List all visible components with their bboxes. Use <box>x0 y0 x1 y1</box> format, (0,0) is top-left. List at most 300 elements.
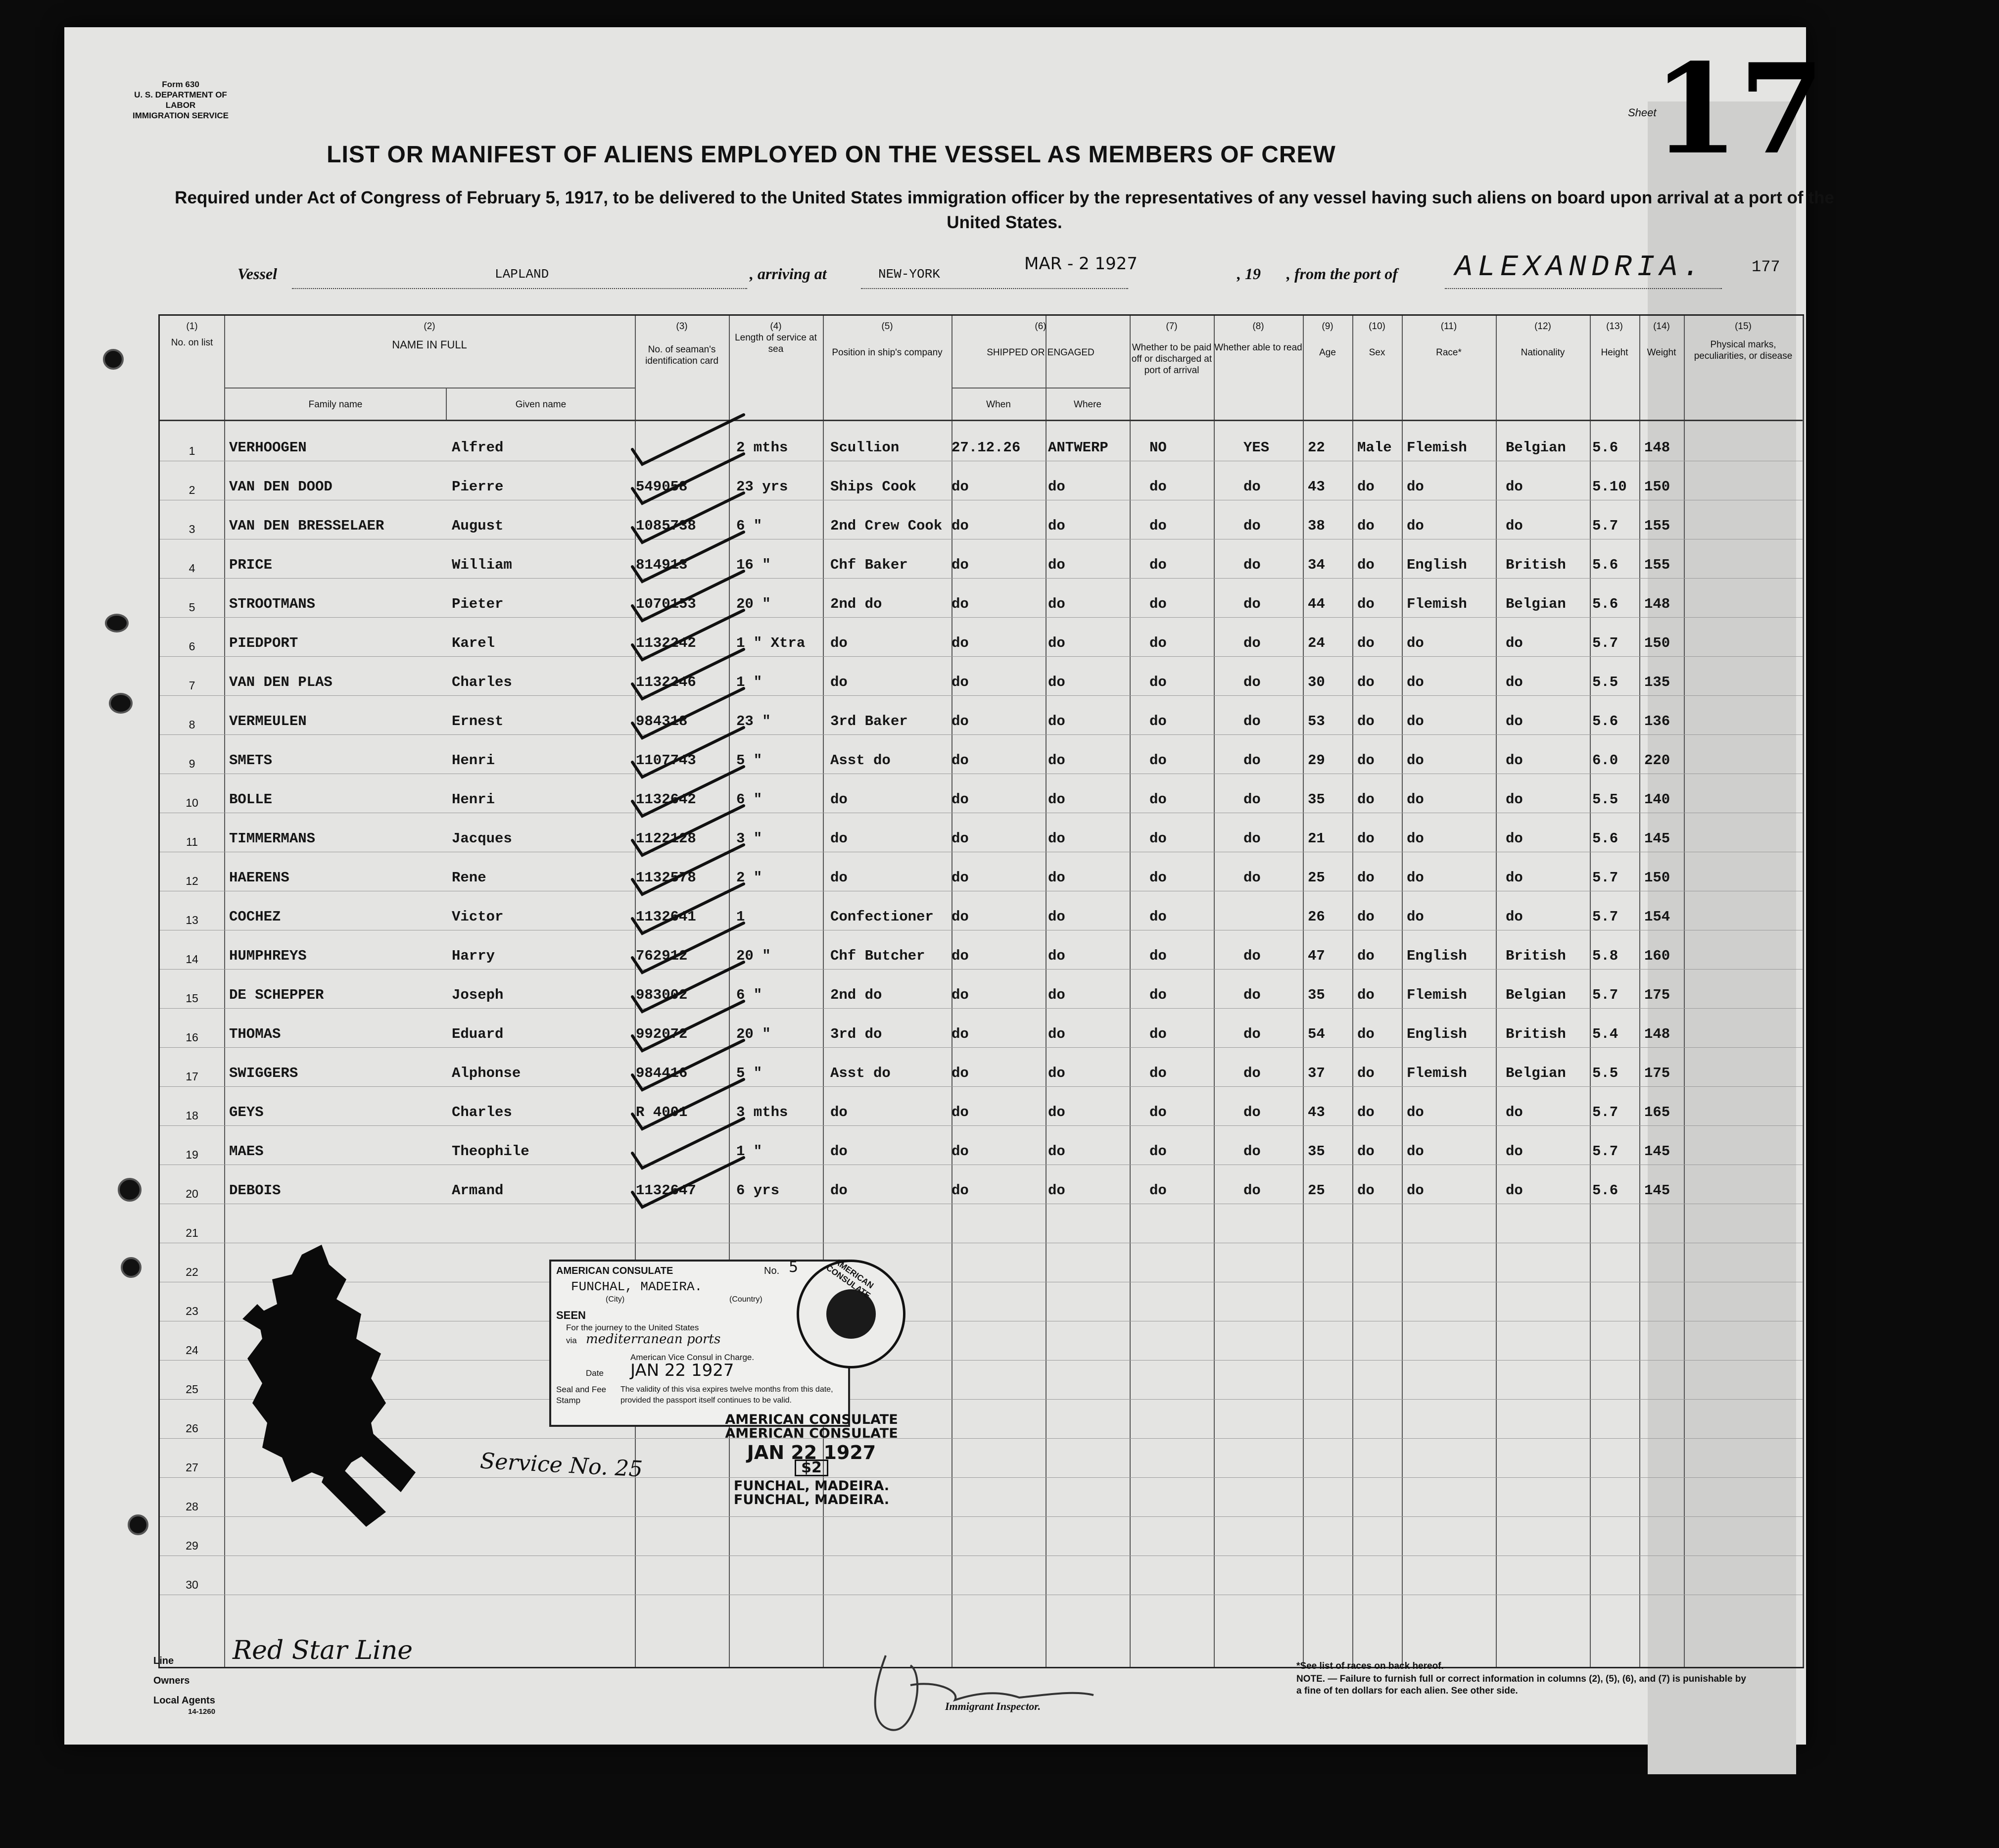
binder-hole <box>121 1257 142 1278</box>
weight-cell: 155 <box>1644 557 1670 573</box>
position-cell: Asst do <box>830 1065 891 1081</box>
shipped-when-cell: do <box>952 557 969 573</box>
arriving-label: , arriving at <box>750 265 827 283</box>
col-2-header: (2) NAME IN FULL <box>392 321 467 351</box>
binder-hole <box>103 349 124 370</box>
shipped-when-cell: do <box>952 987 969 1003</box>
col-6-header: (6) SHIPPED OR ENGAGED <box>987 321 1095 358</box>
able-to-read-cell: do <box>1243 987 1261 1003</box>
stamp-no-value: 5 <box>789 1259 799 1276</box>
shipped-where-cell: do <box>1048 1065 1065 1081</box>
shipped-where-cell: do <box>1048 1182 1065 1199</box>
service-length-cell: 2 " <box>736 870 762 886</box>
nationality-cell: do <box>1506 909 1523 925</box>
paid-off-cell: do <box>1149 713 1167 729</box>
row-number: 16 <box>186 1031 198 1044</box>
row-number: 11 <box>186 835 198 848</box>
family-name-cell: SMETS <box>229 752 273 769</box>
service-length-cell: 20 " <box>736 1026 771 1042</box>
weight-cell: 148 <box>1644 1026 1670 1042</box>
height-cell: 5.4 <box>1592 1026 1618 1042</box>
weight-cell: 136 <box>1644 713 1670 729</box>
able-to-read-cell: do <box>1243 596 1261 612</box>
age-cell: 38 <box>1308 518 1325 534</box>
inspector-signature <box>797 1646 1143 1745</box>
binder-hole <box>118 1178 142 1202</box>
position-cell: 2nd do <box>830 596 882 612</box>
col-11-header: (11) Race* <box>1436 321 1462 358</box>
service-length-cell: 23 yrs <box>736 479 788 495</box>
paid-off-cell: do <box>1149 1143 1167 1160</box>
weight-cell: 155 <box>1644 518 1670 534</box>
given-name-cell: Charles <box>452 674 512 690</box>
col-12-header: (12) Nationality <box>1521 321 1565 358</box>
service-length-cell: 23 " <box>736 713 771 729</box>
row-number: 25 <box>186 1383 198 1396</box>
stamp-no-label: No. <box>764 1265 780 1276</box>
age-cell: 25 <box>1308 1182 1325 1199</box>
height-cell: 5.5 <box>1592 1065 1618 1081</box>
able-to-read-cell: do <box>1243 635 1261 651</box>
row-number: 26 <box>186 1422 198 1435</box>
shipped-when-cell: do <box>952 948 969 964</box>
id-card-cell: 1132641 <box>636 909 696 925</box>
service-length-cell: 6 yrs <box>736 1182 780 1199</box>
position-cell: do <box>830 870 848 886</box>
id-card-cell: 1107743 <box>636 752 696 769</box>
paid-off-cell: do <box>1149 479 1167 495</box>
col-4-header: (4) Length of service at sea <box>735 321 817 354</box>
paid-off-cell: do <box>1149 791 1167 808</box>
local-agents-label: Local Agents <box>153 1695 215 1706</box>
nationality-cell: Belgian <box>1506 987 1566 1003</box>
given-name-cell: Rene <box>452 870 486 886</box>
height-cell: 5.8 <box>1592 948 1618 964</box>
round-consular-seal <box>797 1257 905 1368</box>
position-cell: Confectioner <box>830 909 934 925</box>
family-name-cell: HUMPHREYS <box>229 948 307 964</box>
id-card-cell: 1132642 <box>636 791 696 808</box>
stamp-date-label: Date <box>586 1368 604 1378</box>
weight-cell: 154 <box>1644 909 1670 925</box>
position-cell: Scullion <box>830 439 900 456</box>
id-card-cell: 1122128 <box>636 830 696 847</box>
able-to-read-cell: do <box>1243 791 1261 808</box>
races-note: *See list of races on back hereof. <box>1296 1661 1444 1671</box>
height-cell: 5.7 <box>1592 1143 1618 1160</box>
given-name-cell: Joseph <box>452 987 504 1003</box>
age-cell: 35 <box>1308 791 1325 808</box>
service-length-cell: 20 " <box>736 596 771 612</box>
given-name-cell: Pieter <box>452 596 504 612</box>
stamp-country-label: (Country) <box>729 1295 762 1304</box>
service-length-cell: 5 " <box>736 1065 762 1081</box>
family-name-cell: VERMEULEN <box>229 713 307 729</box>
family-name-cell: PRICE <box>229 557 273 573</box>
paid-off-cell: do <box>1149 635 1167 651</box>
service-length-cell: 16 " <box>736 557 771 573</box>
race-cell: Flemish <box>1407 596 1467 612</box>
department-name: U. S. DEPARTMENT OF LABOR <box>134 90 227 110</box>
col-15-header: (15) Physical marks, peculiarities, or disease <box>1694 321 1793 361</box>
shipped-where-cell: do <box>1048 987 1065 1003</box>
height-cell: 5.5 <box>1592 674 1618 690</box>
age-cell: 22 <box>1308 439 1325 456</box>
id-card-cell: 1132647 <box>636 1182 696 1199</box>
departure-port: ALEXANDRIA. <box>1455 251 1706 285</box>
family-name-cell: DE SCHEPPER <box>229 987 324 1003</box>
sex-cell: Male <box>1357 439 1392 456</box>
owners-label: Owners <box>153 1675 190 1686</box>
paid-off-cell: do <box>1149 987 1167 1003</box>
col-7-header: (7) Whether to be paid off or discharged at port of arrival <box>1131 321 1212 376</box>
weight-cell: 160 <box>1644 948 1670 964</box>
nationality-cell: do <box>1506 518 1523 534</box>
id-card-cell: 762912 <box>636 948 688 964</box>
vessel-name: LAPLAND <box>495 267 549 282</box>
nationality-cell: Belgian <box>1506 1065 1566 1081</box>
id-card-cell: 992072 <box>636 1026 688 1042</box>
age-cell: 47 <box>1308 948 1325 964</box>
family-name-cell: HAERENS <box>229 870 289 886</box>
shipped-where-cell: do <box>1048 596 1065 612</box>
race-cell: do <box>1407 752 1424 769</box>
able-to-read-cell: do <box>1243 713 1261 729</box>
shipped-where-cell: do <box>1048 830 1065 847</box>
stamp-header: AMERICAN CONSULATE <box>556 1265 673 1276</box>
paid-off-cell: do <box>1149 596 1167 612</box>
binder-hole <box>105 614 129 632</box>
id-card-cell: 984416 <box>636 1065 688 1081</box>
given-name-cell: Alfred <box>452 439 504 456</box>
sex-cell: do <box>1357 1065 1375 1081</box>
stamp-date-value: JAN 22 1927 <box>630 1361 734 1380</box>
vessel-label: Vessel <box>238 265 277 283</box>
position-cell: 3rd Baker <box>830 713 908 729</box>
shipped-where-cell: do <box>1048 1143 1065 1160</box>
position-cell: do <box>830 1104 848 1120</box>
given-name-cell: Ernest <box>452 713 504 729</box>
stamp-via-value: mediterranean ports <box>586 1332 721 1347</box>
service-length-cell: 6 " <box>736 518 762 534</box>
able-to-read-cell: do <box>1243 1182 1261 1199</box>
given-name-cell: Henri <box>452 791 495 808</box>
given-name-cell: Pierre <box>452 479 504 495</box>
shipped-when-cell: 27.12.26 <box>952 439 1021 456</box>
paid-off-cell: do <box>1149 1026 1167 1042</box>
shipped-where-cell: do <box>1048 1026 1065 1042</box>
nationality-cell: do <box>1506 1143 1523 1160</box>
row-number: 17 <box>186 1070 198 1083</box>
nationality-cell: do <box>1506 752 1523 769</box>
given-name-cell: Armand <box>452 1182 504 1199</box>
height-cell: 5.7 <box>1592 987 1618 1003</box>
row-number: 10 <box>186 796 198 809</box>
service-length-cell: 20 " <box>736 948 771 964</box>
nationality-cell: do <box>1506 713 1523 729</box>
row-number: 1 <box>189 444 195 457</box>
paid-off-cell: do <box>1149 909 1167 925</box>
id-card-cell: R 4001 <box>636 1104 688 1120</box>
age-cell: 25 <box>1308 870 1325 886</box>
row-number: 15 <box>186 992 198 1005</box>
id-card-cell: 814913 <box>636 557 688 573</box>
shipped-when-cell: do <box>952 1065 969 1081</box>
shipped-when-cell: do <box>952 479 969 495</box>
line-label: Line <box>153 1655 174 1666</box>
nationality-cell: do <box>1506 791 1523 808</box>
document-title: LIST OR MANIFEST OF ALIENS EMPLOYED ON THE VESSEL AS MEMBERS OF CREW <box>327 142 1336 168</box>
race-cell: Flemish <box>1407 1065 1467 1081</box>
family-name-cell: DEBOIS <box>229 1182 281 1199</box>
paid-off-cell: do <box>1149 948 1167 964</box>
check-mark <box>632 1119 744 1168</box>
nationality-cell: do <box>1506 674 1523 690</box>
race-cell: do <box>1407 791 1424 808</box>
form-code: 14-1260 <box>188 1707 216 1716</box>
row-number: 12 <box>186 875 198 887</box>
able-to-read-cell: do <box>1243 518 1261 534</box>
position-cell: Ships Cook <box>830 479 917 495</box>
col-3-header: (3) No. of seaman's identification card <box>645 321 718 366</box>
shipped-where-cell: do <box>1048 948 1065 964</box>
height-cell: 5.7 <box>1592 518 1618 534</box>
weight-cell: 220 <box>1644 752 1670 769</box>
position-cell: do <box>830 635 848 651</box>
wax-seal <box>223 1235 430 1561</box>
nationality-cell: British <box>1506 557 1566 573</box>
race-cell: do <box>1407 870 1424 886</box>
given-name-cell: Harry <box>452 948 495 964</box>
year-label: , 19 <box>1237 265 1261 283</box>
binder-hole <box>109 693 133 714</box>
service-length-cell: 3 " <box>736 830 762 847</box>
shipped-when-cell: do <box>952 870 969 886</box>
id-card-cell: 1085738 <box>636 518 696 534</box>
shipped-when-cell: do <box>952 1026 969 1042</box>
height-cell: 5.5 <box>1592 791 1618 808</box>
race-cell: do <box>1407 674 1424 690</box>
stamp-city: FUNCHAL, MADEIRA. <box>571 1279 703 1294</box>
id-card-cell: 1070153 <box>636 596 696 612</box>
shipped-when-cell: do <box>952 752 969 769</box>
given-name-cell: Theophile <box>452 1143 529 1160</box>
line-value: Red Star Line <box>233 1636 413 1665</box>
col-13-header: (13) Height <box>1601 321 1628 358</box>
weight-cell: 145 <box>1644 830 1670 847</box>
race-cell: do <box>1407 830 1424 847</box>
family-name-cell: THOMAS <box>229 1026 281 1042</box>
given-name-cell: Henri <box>452 752 495 769</box>
inspector-label: Immigrant Inspector. <box>945 1700 1041 1712</box>
sex-cell: do <box>1357 948 1375 964</box>
shipped-where-cell: do <box>1048 713 1065 729</box>
age-cell: 26 <box>1308 909 1325 925</box>
sex-cell: do <box>1357 479 1375 495</box>
sex-cell: do <box>1357 557 1375 573</box>
height-cell: 6.0 <box>1592 752 1618 769</box>
shipped-where-cell: do <box>1048 557 1065 573</box>
arriving-port: NEW-YORK <box>878 267 940 282</box>
arrival-date-stamp: MAR - 2 1927 <box>1024 254 1138 274</box>
shipped-where-cell: ANTWERP <box>1048 439 1108 456</box>
weight-cell: 150 <box>1644 870 1670 886</box>
nationality-cell: do <box>1506 479 1523 495</box>
sex-cell: do <box>1357 870 1375 886</box>
shipped-where-cell: do <box>1048 518 1065 534</box>
sex-cell: do <box>1357 752 1375 769</box>
row-number: 29 <box>186 1539 198 1552</box>
row-number: 24 <box>186 1344 198 1357</box>
given-name-cell: August <box>452 518 504 534</box>
reference-number: 177 <box>1752 258 1780 276</box>
position-cell: Chf Baker <box>830 557 908 573</box>
height-cell: 5.7 <box>1592 870 1618 886</box>
age-cell: 35 <box>1308 1143 1325 1160</box>
shipped-when-cell: do <box>952 635 969 651</box>
consulate-fee-stamp: AMERICAN CONSULATE AMERICAN CONSULATE JAN 22 1927 $2 FUNCHAL, MADEIRA. FUNCHAL, MADEIRA. <box>725 1412 898 1508</box>
able-to-read-cell: YES <box>1243 439 1270 456</box>
able-to-read-cell: do <box>1243 479 1261 495</box>
paid-off-cell: do <box>1149 1182 1167 1199</box>
family-name-header: Family name <box>308 399 363 410</box>
id-card-cell: 1132242 <box>636 635 696 651</box>
height-cell: 5.6 <box>1592 1182 1618 1199</box>
manifest-sheet <box>64 27 1834 1745</box>
sex-cell: do <box>1357 674 1375 690</box>
able-to-read-cell: do <box>1243 1143 1261 1160</box>
family-name-cell: PIEDPORT <box>229 635 298 651</box>
shipped-when-cell: do <box>952 1182 969 1199</box>
family-name-cell: SWIGGERS <box>229 1065 298 1081</box>
given-name-cell: Jacques <box>452 830 512 847</box>
check-mark <box>632 415 744 464</box>
row-number: 28 <box>186 1500 198 1513</box>
race-cell: do <box>1407 1104 1424 1120</box>
position-cell: 3rd do <box>830 1026 882 1042</box>
age-cell: 53 <box>1308 713 1325 729</box>
sex-cell: do <box>1357 830 1375 847</box>
age-cell: 43 <box>1308 1104 1325 1120</box>
family-name-cell: VERHOOGEN <box>229 439 307 456</box>
race-cell: do <box>1407 518 1424 534</box>
shipped-where-cell: do <box>1048 479 1065 495</box>
weight-cell: 150 <box>1644 479 1670 495</box>
race-cell: do <box>1407 909 1424 925</box>
shipped-when-cell: do <box>952 830 969 847</box>
paid-off-cell: do <box>1149 1065 1167 1081</box>
row-number: 19 <box>186 1148 198 1161</box>
sheet-label: Sheet <box>1628 106 1657 119</box>
age-cell: 44 <box>1308 596 1325 612</box>
shipped-where-cell: do <box>1048 752 1065 769</box>
age-cell: 35 <box>1308 987 1325 1003</box>
stamp-city-label: (City) <box>606 1295 625 1304</box>
height-cell: 5.7 <box>1592 909 1618 925</box>
weight-cell: 148 <box>1644 596 1670 612</box>
weight-cell: 135 <box>1644 674 1670 690</box>
row-number: 2 <box>189 484 195 496</box>
family-name-cell: VAN DEN DOOD <box>229 479 333 495</box>
sex-cell: do <box>1357 596 1375 612</box>
service-name: IMMIGRATION SERVICE <box>133 111 229 120</box>
height-cell: 5.7 <box>1592 635 1618 651</box>
position-cell: do <box>830 830 848 847</box>
sex-cell: do <box>1357 713 1375 729</box>
col-5-header: (5) Position in ship's company <box>832 321 943 358</box>
able-to-read-cell: do <box>1243 830 1261 847</box>
shipped-when-cell: do <box>952 596 969 612</box>
document-subtitle: Required under Act of Congress of February 5, 1917, to be delivered to the United States immigration officer by the representatives of any vessel having such aliens on board upon arrival at a port of the United States. <box>175 188 1834 232</box>
nationality-cell: Belgian <box>1506 596 1566 612</box>
nationality-cell: do <box>1506 1182 1523 1199</box>
shipped-when-cell: do <box>952 713 969 729</box>
nationality-cell: do <box>1506 830 1523 847</box>
row-number: 14 <box>186 953 198 966</box>
given-name-cell: Charles <box>452 1104 512 1120</box>
row-number: 22 <box>186 1265 198 1278</box>
age-cell: 21 <box>1308 830 1325 847</box>
paid-off-cell: do <box>1149 518 1167 534</box>
form-number: Form 630 <box>162 80 199 89</box>
sex-cell: do <box>1357 987 1375 1003</box>
row-number: 7 <box>189 679 195 692</box>
row-number: 4 <box>189 562 195 575</box>
race-cell: do <box>1407 1182 1424 1199</box>
when-header: When <box>986 399 1011 410</box>
service-length-cell: 1 " <box>736 674 762 690</box>
form-header <box>129 79 233 121</box>
race-cell: English <box>1407 1026 1467 1042</box>
race-cell: English <box>1407 557 1467 573</box>
shipped-when-cell: do <box>952 674 969 690</box>
given-name-cell: Karel <box>452 635 495 651</box>
height-cell: 5.7 <box>1592 1104 1618 1120</box>
shipped-where-cell: do <box>1048 791 1065 808</box>
given-name-cell: Alphonse <box>452 1065 521 1081</box>
family-name-cell: TIMMERMANS <box>229 830 316 847</box>
paid-off-cell: do <box>1149 830 1167 847</box>
service-length-cell: 6 " <box>736 987 762 1003</box>
weight-cell: 150 <box>1644 635 1670 651</box>
age-cell: 43 <box>1308 479 1325 495</box>
shipped-when-cell: do <box>952 791 969 808</box>
sex-cell: do <box>1357 1026 1375 1042</box>
id-card-cell: 984318 <box>636 713 688 729</box>
position-cell: 2nd do <box>830 987 882 1003</box>
position-cell: do <box>830 1182 848 1199</box>
col-14-header: (14) Weight <box>1647 321 1676 358</box>
row-number: 6 <box>189 640 195 653</box>
position-cell: do <box>830 1143 848 1160</box>
family-name-cell: GEYS <box>229 1104 264 1120</box>
shipped-where-cell: do <box>1048 1104 1065 1120</box>
stamp-via-label: via <box>566 1336 577 1345</box>
weight-cell: 145 <box>1644 1182 1670 1199</box>
service-length-cell: 3 mths <box>736 1104 788 1120</box>
row-number: 21 <box>186 1226 198 1239</box>
paid-off-cell: do <box>1149 752 1167 769</box>
position-cell: Chf Butcher <box>830 948 925 964</box>
given-name-cell: William <box>452 557 512 573</box>
stamp-officer-title: American Vice Consul in Charge. <box>630 1353 755 1362</box>
shipped-when-cell: do <box>952 518 969 534</box>
able-to-read-cell: do <box>1243 870 1261 886</box>
age-cell: 24 <box>1308 635 1325 651</box>
paid-off-cell: NO <box>1149 439 1167 456</box>
sex-cell: do <box>1357 1143 1375 1160</box>
col-8-header: (8) Whether able to read <box>1214 321 1302 353</box>
